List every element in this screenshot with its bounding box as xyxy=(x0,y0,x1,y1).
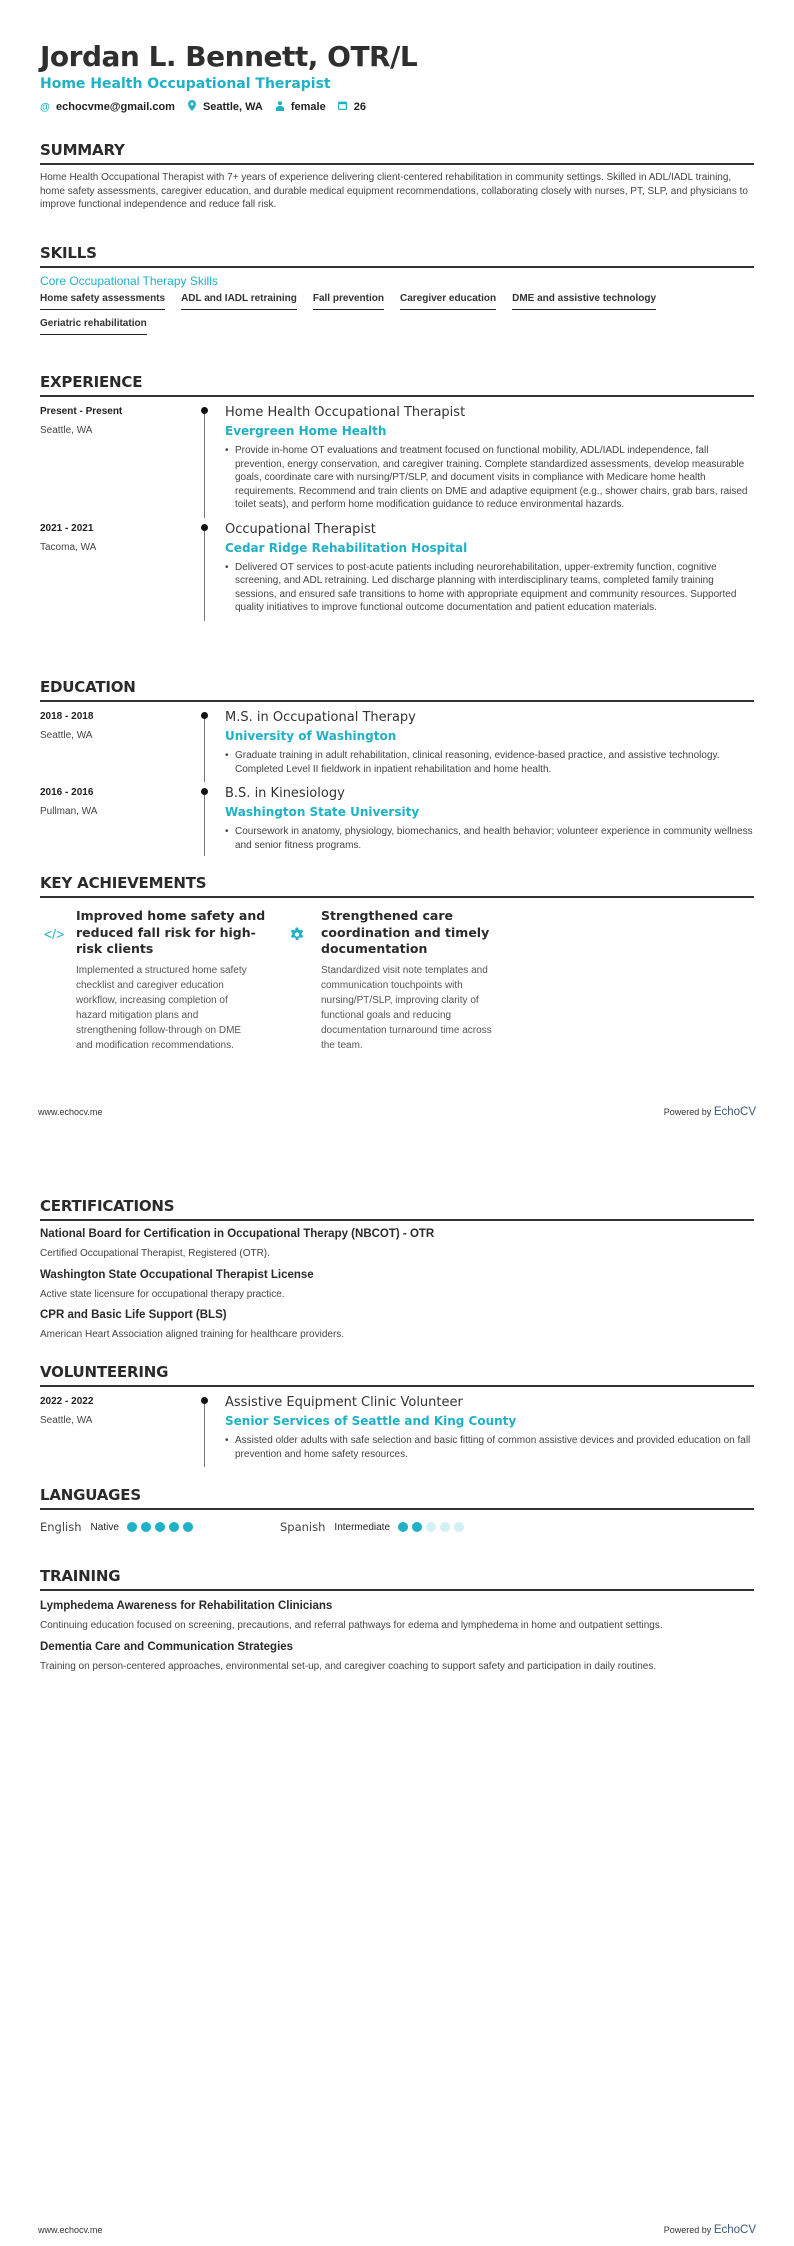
section-divider xyxy=(40,1385,754,1387)
entry-bullet: • Coursework in anatomy, physiology, biomechanics, and health behavior; volunteer experience in community wellness and senior fitness programs. xyxy=(225,825,754,852)
page-footer xyxy=(38,2224,756,2236)
entry-location: Pullman, WA xyxy=(40,806,98,817)
contact-gender xyxy=(275,101,326,114)
skills-group-title: Core Occupational Therapy Skills xyxy=(40,274,218,288)
candidate-role: Home Health Occupational Therapist xyxy=(40,76,331,92)
achievement-card xyxy=(40,908,285,1053)
achievements-section xyxy=(40,873,754,1053)
entry-location: Seattle, WA xyxy=(40,425,93,436)
timeline-dot xyxy=(201,1397,208,1404)
training-description: Continuing education focused on screening, precautions, and referral pathways for edema and lymphedema in home and outpatient settings. xyxy=(40,1620,663,1631)
skill-tag: Caregiver education xyxy=(400,293,496,310)
training-item xyxy=(40,1599,754,1633)
location-pin-icon xyxy=(187,100,197,114)
section-divider xyxy=(40,395,754,397)
entry-date: Present - Present xyxy=(40,406,123,417)
volunteering-heading: VOLUNTEERING xyxy=(40,1363,169,1381)
training-description: Training on person-centered approaches, environmental set-up, and caregiver coaching to support safety and participation in daily routines. xyxy=(40,1660,657,1672)
rating-dot-filled xyxy=(155,1522,165,1532)
entry-location: Seattle, WA xyxy=(40,1415,93,1426)
language-item xyxy=(40,1520,280,1534)
contact-age xyxy=(338,101,366,113)
entry-date: 2021 - 2021 xyxy=(40,522,94,534)
rating-dot-empty xyxy=(454,1522,464,1532)
certification-item xyxy=(40,1227,754,1261)
section-divider xyxy=(40,1508,754,1510)
skills-heading: SKILLS xyxy=(40,244,97,262)
training-section xyxy=(40,1566,754,1673)
resume-header xyxy=(40,40,754,114)
languages-list xyxy=(40,1520,754,1534)
contact-location xyxy=(187,100,263,114)
language-rating xyxy=(127,1522,197,1532)
section-divider xyxy=(40,700,754,702)
powered-by-label: Powered by xyxy=(663,2225,714,2235)
brand-logo[interactable]: EchoCV xyxy=(713,2224,756,2236)
contact-email[interactable] xyxy=(40,101,175,113)
skill-tag: ADL and IADL retraining xyxy=(181,293,297,310)
contact-info xyxy=(40,100,754,114)
training-item xyxy=(40,1640,754,1674)
experience-entry xyxy=(40,405,754,518)
certification-item xyxy=(40,1268,754,1302)
certification-description: Certified Occupational Therapist, Registered (OTR). xyxy=(40,1248,270,1259)
summary-text: Home Health Occupational Therapist with 7+ years of experience delivering client-centered rehabilitation in community settings. Skilled in ADL/IADL training, home safety assessments, caregiver education, and durable medical equipment recommendations, collaborating closely with nurses, PT, SLP, and physicians to improve functional independence and reduce fall risk. xyxy=(40,172,748,210)
rating-dot-filled xyxy=(412,1522,422,1532)
rating-dot-empty xyxy=(426,1522,436,1532)
certification-description: Active state licensure for occupational therapy practice. xyxy=(40,1288,285,1300)
timeline-line xyxy=(204,1398,205,1467)
achievement-description: Implemented a structured home safety checklist and caregiver education workflow, increasing completion of hazard mitigation plans and strengthening follow-through on DME and modification recommendations. xyxy=(76,964,247,1051)
entry-bullet: • Delivered OT services to post-acute patients including neurorehabilitation, upper-extremity function, cognitive screening, and ADL retraining. Led discharge planning with interdisciplinary teams, completed family training sessions, and ensured safe transitions to home with appropriate equipment and community resources. Supported quality initiatives to improve functional outcome documentation and patient education materials. xyxy=(225,561,754,615)
at-icon: @ xyxy=(40,101,50,113)
entry-organization: Washington State University xyxy=(225,805,420,819)
footer-website-link[interactable]: www.echocv.me xyxy=(38,2225,103,2235)
entry-bullet: • Assisted older adults with safe selection and basic fitting of common assistive devices and provided education on fall prevention and home safety resources. xyxy=(225,1434,754,1461)
section-divider xyxy=(40,896,754,898)
skill-tag: Fall prevention xyxy=(313,293,384,310)
entry-date: 2016 - 2016 xyxy=(40,787,94,798)
resume-page-2 xyxy=(0,1123,794,2246)
certifications-heading: CERTIFICATIONS xyxy=(40,1197,175,1215)
timeline-dot xyxy=(201,524,208,531)
timeline-line xyxy=(204,525,205,621)
timeline-line xyxy=(204,408,205,518)
languages-section xyxy=(40,1485,754,1534)
achievement-title: Improved home safety and reduced fall risk for high-risk clients xyxy=(76,908,266,956)
powered-by xyxy=(664,1106,756,1118)
language-name: Spanish xyxy=(280,1520,326,1534)
achievements-heading: KEY ACHIEVEMENTS xyxy=(40,874,207,892)
volunteering-entry xyxy=(40,1395,754,1467)
powered-by-label: Powered by xyxy=(663,1107,714,1117)
email-value: echocvme@gmail.com xyxy=(56,101,175,113)
language-level: Intermediate xyxy=(334,1521,391,1533)
achievement-card xyxy=(285,908,530,1053)
candidate-name: Jordan L. Bennett, OTR/L xyxy=(40,40,418,73)
entry-organization: Evergreen Home Health xyxy=(225,424,387,438)
timeline-dot xyxy=(201,407,208,414)
summary-section xyxy=(40,140,754,212)
skill-tag: Home safety assessments xyxy=(40,293,165,310)
entry-title: M.S. in Occupational Therapy xyxy=(225,710,416,725)
certification-title: CPR and Basic Life Support (BLS) xyxy=(40,1309,227,1321)
training-title: Lymphedema Awareness for Rehabilitation Clinicians xyxy=(40,1600,333,1612)
certification-title: Washington State Occupational Therapist License xyxy=(40,1268,314,1281)
rating-dot-filled xyxy=(127,1522,137,1532)
section-divider xyxy=(40,1219,754,1221)
location-value: Seattle, WA xyxy=(202,101,263,113)
rating-dot-empty xyxy=(440,1522,450,1532)
skill-tag: DME and assistive technology xyxy=(512,293,656,310)
calendar-icon xyxy=(338,101,348,113)
language-item xyxy=(280,1520,520,1534)
entry-title: Occupational Therapist xyxy=(225,521,376,537)
certification-item xyxy=(40,1308,754,1342)
skill-tag: Geriatric rehabilitation xyxy=(40,318,147,335)
entry-date: 2018 - 2018 xyxy=(40,711,94,722)
education-section xyxy=(40,677,754,856)
entry-bullet: • Provide in-home OT evaluations and treatment focused on functional mobility, ADL/IADL independence, fall prevention, energy conservation, and caregiver training. Complete standardized assessments, develop measurable goals, coordinate care with nursing/PT/SLP, and document visits in compliance with Medicare home health requirements. Recommend and train clients on DME and adaptive equipment (e.g., shower chairs, grab bars, raised toilet seats), and perform home modification guidance to reduce environmental hazards. xyxy=(225,444,754,512)
gear-icon xyxy=(285,908,321,1053)
language-level: Native xyxy=(90,1521,119,1533)
entry-bullet: • Graduate training in adult rehabilitation, clinical reasoning, evidence-based practice, and assistive technology. Completed Level II fieldwork in inpatient rehabilitation and home health. xyxy=(225,749,754,776)
page-footer xyxy=(38,1106,756,1118)
age-value: 26 xyxy=(353,101,366,113)
rating-dot-filled xyxy=(141,1522,151,1532)
rating-dot-filled xyxy=(169,1522,179,1532)
entry-date: 2022 - 2022 xyxy=(40,1396,94,1407)
training-title: Dementia Care and Communication Strategies xyxy=(40,1640,294,1653)
section-divider xyxy=(40,163,754,165)
summary-heading: SUMMARY xyxy=(40,141,125,159)
languages-heading: LANGUAGES xyxy=(40,1486,141,1504)
language-name: English xyxy=(40,1520,82,1534)
skills-section xyxy=(40,243,754,343)
education-entry xyxy=(40,786,754,856)
entry-title: Assistive Equipment Clinic Volunteer xyxy=(225,1395,463,1410)
gender-value: female xyxy=(290,101,326,113)
achievement-title: Strengthened care coordination and timely documentation xyxy=(321,908,490,956)
certification-title: National Board for Certification in Occupational Therapy (NBCOT) - OTR xyxy=(40,1228,435,1240)
section-divider xyxy=(40,266,754,268)
certification-description: American Heart Association aligned training for healthcare providers. xyxy=(40,1329,345,1340)
entry-title: B.S. in Kinesiology xyxy=(225,786,345,801)
timeline-line xyxy=(204,789,205,856)
entry-location: Tacoma, WA xyxy=(40,541,97,553)
rating-dot-filled xyxy=(183,1522,193,1532)
brand-logo[interactable]: EchoCV xyxy=(713,1106,756,1118)
experience-section xyxy=(40,372,754,621)
code-icon: </> xyxy=(44,926,65,942)
entry-organization: Cedar Ridge Rehabilitation Hospital xyxy=(225,540,468,555)
training-heading: TRAINING xyxy=(40,1567,121,1585)
rating-dot-filled xyxy=(398,1522,408,1532)
volunteering-section xyxy=(40,1362,754,1467)
language-rating xyxy=(398,1522,468,1532)
experience-entry xyxy=(40,522,754,621)
achievements-grid xyxy=(40,908,754,1053)
achievement-description: Standardized visit note templates and communication touchpoints with nursing/PT/SLP, improving clarity of functional goals and reducing documentation turnaround time across the team. xyxy=(321,964,492,1051)
powered-by xyxy=(664,2224,756,2236)
person-icon xyxy=(275,101,285,114)
education-heading: EDUCATION xyxy=(40,678,136,696)
certifications-section xyxy=(40,1196,754,1342)
footer-website-link[interactable]: www.echocv.me xyxy=(38,1107,103,1117)
timeline-dot xyxy=(201,712,208,719)
entry-organization: Senior Services of Seattle and King County xyxy=(225,1414,517,1428)
entry-organization: University of Washington xyxy=(225,729,397,743)
entry-title: Home Health Occupational Therapist xyxy=(225,405,466,420)
timeline-dot xyxy=(201,788,208,795)
education-entry xyxy=(40,710,754,782)
skills-list xyxy=(40,293,754,343)
entry-location: Seattle, WA xyxy=(40,730,93,741)
experience-heading: EXPERIENCE xyxy=(40,373,143,391)
section-divider xyxy=(40,1589,754,1591)
timeline-line xyxy=(204,713,205,782)
